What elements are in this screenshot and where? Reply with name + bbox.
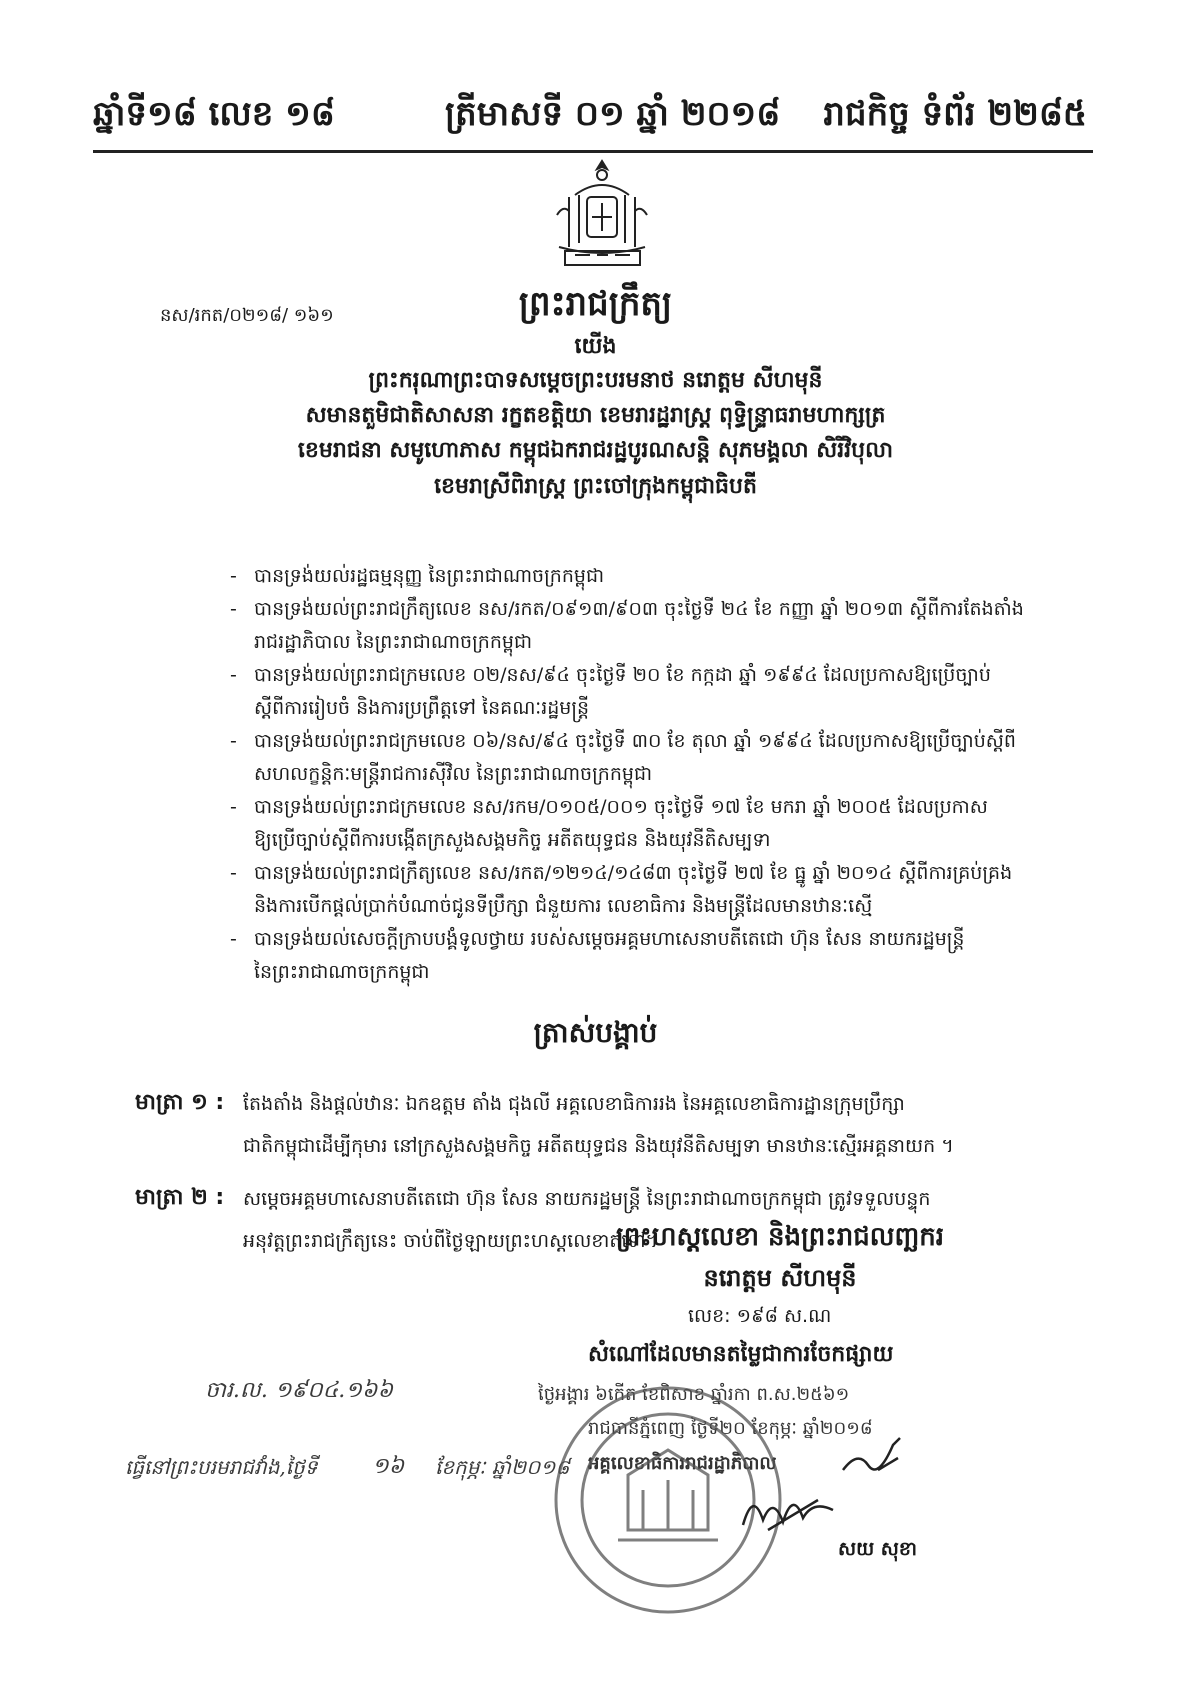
- gazette-quarter: ត្រីមាសទី ០១ ឆ្នាំ ២០១៨: [445, 94, 781, 134]
- royal-name: នរោត្តម សីហមុនី: [703, 1264, 857, 1292]
- royal-title-line: ខេមរាជនា សមូហោភាស កម្ពុជឯករាជរដ្ឋបូរណសន្តិ សុភមង្គលា សិរីវិបុលា: [297, 438, 894, 463]
- decision-heading: ត្រាស់បង្គាប់: [533, 1016, 658, 1049]
- copy-date-lunar: ថ្ងៃអង្គារ ៦កើត ខែពិសាខ ឆ្នាំរកា ព.ស.២៥៦១: [538, 1384, 850, 1405]
- royal-title-line: ខេមរាស្រីពិរាស្ត្រ ព្រះចៅក្រុងកម្ពុជាធិបតី: [434, 474, 757, 499]
- document-title: ព្រះរាជក្រឹត្យ: [518, 284, 673, 324]
- visa-item: - បានទ្រង់យល់សេចក្តីក្រាបបង្គំទូលថ្វាយ របស់សម្តេចអគ្គមហាសេនាបតីតេជោ ហ៊ុន សែន នាយករដ្ឋមន្ត្រី នៃព្រះរាជាណាចក្រកម្ពុជា: [230, 928, 965, 983]
- visa-item: - បានទ្រង់យល់ព្រះរាជក្រមលេខ ០២/នស/៩៤ ចុះថ្ងៃទី ២០ ខែ កក្កដា ឆ្នាំ ១៩៩៤ ដែលប្រកាសឱ្យប្រើច្បាប់ ស្តីពីការរៀបចំ និងការប្រព្រឹត្តទៅ នៃគណៈរដ្ឋមន្ត្រី: [230, 664, 991, 719]
- header-divider: [93, 150, 1093, 153]
- certified-copy-title: សំណៅដែលមានតម្លៃជាការចែកផ្សាយ: [588, 1342, 894, 1367]
- decree-number: លេខ: ១៩៨ ស.ណ: [688, 1305, 832, 1327]
- registration-number: ចារ.ល. ១៩០៤.១៦៦: [205, 1378, 394, 1403]
- document-reference: នស/រកត/០២១៨/ ១៦១: [160, 305, 334, 326]
- done-at-label: ធ្វើនៅព្រះបរមរាជវាំង,ថ្ងៃទី: [125, 1455, 318, 1479]
- copy-signatory-title: អគ្គលេខាធិការរាជរដ្ឋាភិបាល: [588, 1453, 777, 1474]
- visa-item: - បានទ្រង់យល់រដ្ឋធម្មនុញ្ញ នៃព្រះរាជាណាចក្រកម្ពុជា: [230, 565, 605, 587]
- royal-signature-heading: ព្រះហស្តលេខា និងព្រះរាជលញ្ឆករ: [616, 1222, 944, 1252]
- handwritten-signature-icon: [738, 1480, 838, 1540]
- copy-date: រាជធានីភ្នំពេញ ថ្ងៃទី២០ ខែកុម្ភៈ ឆ្នាំ២០១៨: [588, 1418, 873, 1439]
- royal-title-line: ព្រះករុណាព្រះបាទសម្តេចព្រះបរមនាថ នរោត្តម សីហមុនី: [368, 368, 823, 393]
- visa-item: - បានទ្រង់យល់ព្រះរាជក្រឹត្យលេខ នស/រកត/១២១៤/១៤៨៣ ចុះថ្ងៃទី ២៧ ខែ ធ្នូ ឆ្នាំ ២០១៤ ស្តីពីការគ្រប់គ្រង និងការបើកផ្តល់ប្រាក់បំណាច់ជូនទីប្រឹក្សា ជំនួយការ លេខាធិការ និងមន្ត្រីដែលមានឋានៈស្មើ: [230, 862, 1013, 917]
- done-day: ១៦: [372, 1454, 405, 1479]
- initial-signature-icon: [838, 1430, 908, 1480]
- signatory-name: សយ សុខា: [838, 1538, 917, 1560]
- gazette-year-issue: ឆ្នាំទី១៨ លេខ ១៨: [93, 94, 335, 134]
- visa-item: - បានទ្រង់យល់ព្រះរាជក្រមលេខ នស/រកម/០១០៥/០០១ ចុះថ្ងៃទី ១៧ ខែ មករា ឆ្នាំ ២០០៥ ដែលប្រកាស ឱ្យប្រើច្បាប់ស្តីពីការបង្កើតក្រសួងសង្គមកិច្ច អតីតយុទ្ធជន និងយុវនីតិសម្បទា: [230, 796, 988, 851]
- article-2-text: សម្តេចអគ្គមហាសេនាបតីតេជោ ហ៊ុន សែន នាយករដ្ឋមន្ត្រី នៃព្រះរាជាណាចក្រកម្ពុជា ត្រូវទទួលបន្ទុក: [243, 1188, 931, 1210]
- article-1-text: តែងតាំង និងផ្តល់ឋានៈ ឯកឧត្តម តាំង ជុងលី អគ្គលេខាធិការរង នៃអគ្គលេខាធិការដ្ឋានក្រុមប្រឹក្សា: [243, 1093, 905, 1115]
- article-1-label: មាត្រា ១ :: [135, 1090, 225, 1115]
- article-2-label: មាត្រា ២ :: [135, 1185, 225, 1210]
- done-month-year: ខែកុម្ភៈ ឆ្នាំ២០១៨: [435, 1455, 570, 1479]
- visa-item: - បានទ្រង់យល់ព្រះរាជក្រឹត្យលេខ នស/រកត/០៩១៣/៩០៣ ចុះថ្ងៃទី ២៤ ខែ កញ្ញា ឆ្នាំ ២០១៣ ស្តីពីការតែងតាំង រាជរដ្ឋាភិបាល នៃព្រះរាជាណាចក្រកម្ពុជា: [230, 598, 1024, 653]
- visa-list: [230, 560, 1100, 989]
- article-2-text: អនុវត្តព្រះរាជក្រឹត្យនេះ ចាប់ពីថ្ងៃឡាយព្រះហស្តលេខាតទៅ។: [243, 1230, 659, 1252]
- gazette-page: រាជកិច្ច ទំព័រ ២២៨៥: [823, 94, 1087, 134]
- article-1-text: ជាតិកម្ពុជាដើម្បីកុមារ នៅក្រសួងសង្គមកិច្ច អតីតយុទ្ធជន និងយុវនីតិសម្បទា មានឋានៈស្មើរអគ្គនាយក ។: [243, 1135, 954, 1157]
- visa-item: - បានទ្រង់យល់ព្រះរាជក្រមលេខ ០៦/នស/៩៤ ចុះថ្ងៃទី ៣០ ខែ តុលា ឆ្នាំ ១៩៩៤ ដែលប្រកាសឱ្យប្រើច្បាប់ស្តីពី សហលក្ខន្តិកៈមន្ត្រីរាជការស៊ីវិល នៃព្រះរាជាណាចក្រកម្ពុជា: [230, 730, 1016, 785]
- document-subtitle: យើង: [574, 334, 617, 359]
- royal-title-line: សមានតួមិជាតិសាសនា រក្ខតខត្តិយា ខេមរារដ្ឋរាស្ត្រ ពុទ្ធិន្ទ្រាធរាមហាក្សត្រ: [305, 403, 886, 428]
- royal-arms-emblem-icon: [545, 155, 660, 273]
